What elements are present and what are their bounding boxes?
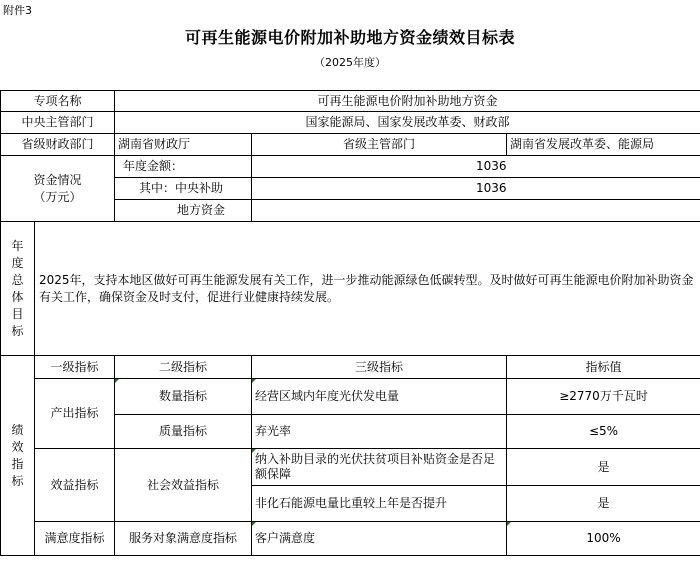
quantity-value: ≥2770万千瓦时 bbox=[507, 379, 700, 415]
funds-label-line1: 资金情况 bbox=[33, 172, 82, 187]
page-subtitle: （2025年度） bbox=[314, 56, 386, 69]
satisfaction-level3: 客户满意度 bbox=[252, 522, 507, 556]
benefit-item1-value: 是 bbox=[507, 449, 700, 486]
annual-goal-text: 2025年，支持本地区做好可再生能源发展有关工作，进一步推动能源绿色低碳转型。及时做好可再生能源电价附加补助资金有关工作，确保资金及时支付，促进行业健康持续发展。 bbox=[35, 222, 700, 356]
funds-local-value bbox=[252, 200, 700, 222]
annual-goal-label bbox=[1, 222, 35, 356]
project-name-value: 可再生能源电价附加补助地方资金 bbox=[115, 91, 700, 112]
quality-level2: 质量指标 bbox=[115, 415, 252, 449]
provincial-dept-value: 湖南省发展改革委、能源局 bbox=[507, 134, 700, 156]
central-dept-value: 国家能源局、国家发展改革委、财政部 bbox=[115, 112, 700, 134]
satisfaction-level1: 满意度指标 bbox=[35, 522, 115, 556]
header-level2: 二级指标 bbox=[115, 356, 252, 379]
provincial-dept-label: 省级主管部门 bbox=[252, 134, 507, 156]
goal-label-char: 目 bbox=[11, 306, 24, 321]
performance-label-char: 标 bbox=[11, 473, 24, 488]
benefit-level2: 社会效益指标 bbox=[115, 449, 252, 522]
performance-label-char: 绩 bbox=[11, 422, 24, 437]
header-level1: 一级指标 bbox=[35, 356, 115, 379]
row-central-dept bbox=[1, 112, 700, 134]
row-satisfaction bbox=[1, 522, 700, 556]
goal-label-char: 度 bbox=[11, 255, 24, 270]
funds-annual-label: 年度金额： bbox=[115, 156, 252, 178]
quality-level3: 弃光率 bbox=[252, 415, 507, 449]
header-level3: 三级指标 bbox=[252, 356, 507, 379]
central-dept-label: 中央主管部门 bbox=[1, 112, 115, 134]
project-name-label: 专项名称 bbox=[1, 91, 115, 112]
quality-value: ≤5% bbox=[507, 415, 700, 449]
funds-local-label: 地方资金 bbox=[115, 200, 252, 222]
satisfaction-value: 100% bbox=[507, 522, 700, 556]
benefit-item1-level3: 纳入补助目录的光伏扶贫项目补贴资金是否足额保障 bbox=[252, 449, 507, 486]
page-title: 可再生能源电价附加补助地方资金绩效目标表 bbox=[184, 28, 515, 47]
performance-label bbox=[1, 356, 35, 556]
benefit-item2-level3: 非化石能源电量比重较上年是否提升 bbox=[252, 486, 507, 522]
funds-central-label: 其中：中央补助 bbox=[115, 178, 252, 200]
goal-label-char: 体 bbox=[11, 289, 24, 304]
attachment-label: 附件3 bbox=[3, 4, 32, 17]
goal-label-char: 标 bbox=[11, 323, 24, 338]
performance-label-char: 效 bbox=[11, 439, 24, 454]
provincial-finance-value: 湖南省财政厅 bbox=[115, 134, 252, 156]
row-annual-goal bbox=[1, 222, 700, 356]
row-project-name bbox=[1, 91, 700, 112]
funds-label-line2: （万元） bbox=[33, 189, 82, 204]
row-benefit-1 bbox=[1, 449, 700, 486]
goal-label-char: 年 bbox=[11, 238, 24, 253]
performance-label-char: 指 bbox=[11, 456, 24, 471]
goal-label-char: 总 bbox=[11, 272, 24, 287]
funds-annual-value: 1036 bbox=[252, 156, 700, 178]
benefit-item2-value: 是 bbox=[507, 486, 700, 522]
funds-label bbox=[1, 156, 115, 222]
performance-target-table bbox=[0, 90, 700, 556]
satisfaction-level2: 服务对象满意度指标 bbox=[115, 522, 252, 556]
header-value: 指标值 bbox=[507, 356, 700, 379]
quantity-level2: 数量指标 bbox=[115, 379, 252, 415]
row-performance-header bbox=[1, 356, 700, 379]
output-level1: 产出指标 bbox=[35, 379, 115, 449]
row-provincial bbox=[1, 134, 700, 156]
quantity-level3: 经营区域内年度光伏发电量 bbox=[252, 379, 507, 415]
funds-central-value: 1036 bbox=[252, 178, 700, 200]
provincial-finance-label: 省级财政部门 bbox=[1, 134, 115, 156]
row-output-quantity bbox=[1, 379, 700, 415]
benefit-level1: 效益指标 bbox=[35, 449, 115, 522]
row-funds-annual bbox=[1, 156, 700, 178]
